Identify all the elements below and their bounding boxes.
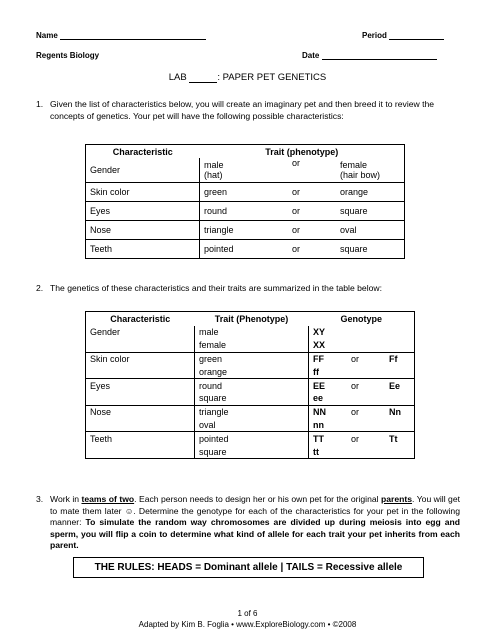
- table-row: square tt: [86, 445, 415, 458]
- name-blank[interactable]: [60, 39, 206, 40]
- table-row: Skin color green or orange: [86, 183, 405, 202]
- table-row: Gender male XY: [86, 326, 415, 339]
- table-row: oval nn: [86, 419, 415, 432]
- period-blank[interactable]: [389, 39, 444, 40]
- item-3-text: Work in teams of two. Each person needs to design her or his own pet for the original parents. You will get to mate them later ☺. Determine the genotype for each of the characteristics for your pet in the following manner: To simulate the random way chromosomes are divided up during meiosis into egg and sperm, you will flip a coin to determine what kind of allele for each trait your pet inherits from each parent.: [50, 494, 461, 550]
- table-row: female XX: [86, 339, 415, 352]
- item-1-text: Given the list of characteristics below, you will create an imaginary pet and then breed it to review the concepts of genetics. Your pet will have the following possible characteristics:: [50, 99, 435, 121]
- page-number: 1 of 6: [237, 609, 258, 618]
- course-name: Regents Biology: [36, 51, 100, 60]
- genetics-table: [85, 311, 415, 459]
- table-row: Skin color green FF or Ff: [86, 352, 415, 365]
- table-row: orange ff: [86, 365, 415, 378]
- table-header-row: Characteristic Trait (Phenotype) Genotype: [110, 314, 382, 324]
- table-row: Teeth pointed or square: [86, 240, 405, 259]
- item-3-number: 3.: [36, 494, 44, 504]
- name-label: Name: [36, 31, 58, 40]
- characteristics-table: [85, 144, 405, 259]
- credit-line: Adapted by Kim B. Foglia • www.ExploreBiology.com • ©2008: [138, 620, 357, 629]
- item-1-number: 1.: [36, 99, 44, 109]
- table-row: square ee: [86, 392, 415, 405]
- name-line: [36, 31, 206, 40]
- period-label: Period: [362, 31, 387, 40]
- item-2-number: 2.: [36, 283, 44, 293]
- lab-title: LAB : PAPER PET GENETICS: [168, 72, 327, 83]
- table-row: Eyes round or square: [86, 202, 405, 221]
- period-line: [362, 31, 444, 40]
- table-row: Teeth pointed TT or Tt: [86, 432, 415, 445]
- date-label: Date: [302, 51, 320, 60]
- table-row: Nose triangle or oval: [86, 221, 405, 240]
- table-row: Gender male (hat) or female (hair bow): [86, 158, 405, 183]
- rules-box: THE RULES: HEADS = Dominant allele | TAILS = Recessive allele: [73, 557, 424, 578]
- date-line: [302, 51, 437, 60]
- table-header-row: Characteristic Trait (phenotype): [112, 146, 339, 157]
- item-2-text: The genetics of these characteristics and their traits are summarized in the table below:: [50, 283, 382, 293]
- table-row: Nose triangle NN or Nn: [86, 405, 415, 418]
- lab-number-blank[interactable]: [189, 82, 217, 83]
- date-blank[interactable]: [322, 59, 437, 60]
- table-row: Eyes round EE or Ee: [86, 379, 415, 392]
